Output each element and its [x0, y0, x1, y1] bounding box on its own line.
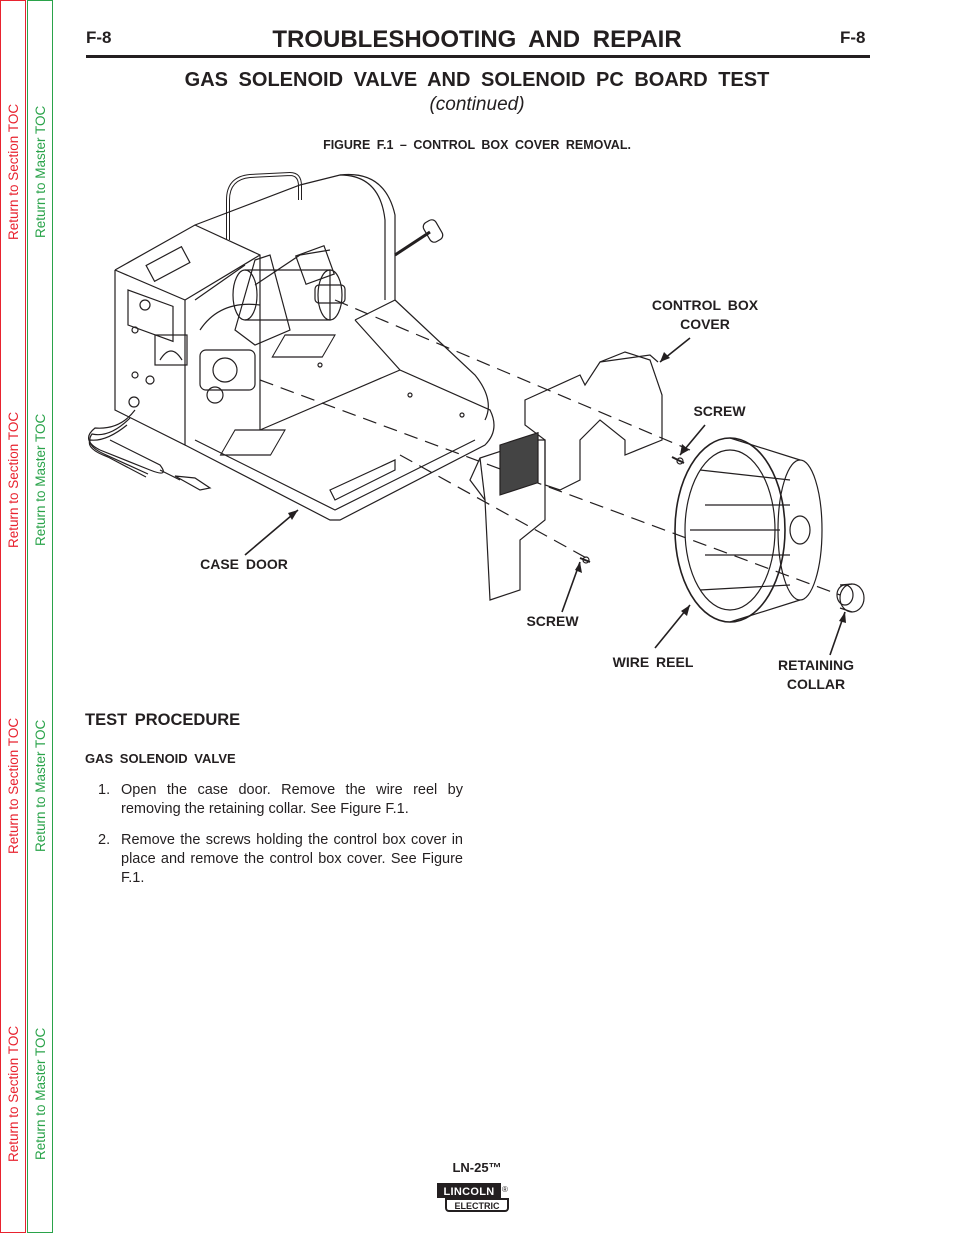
screw-label: SCREW — [526, 613, 579, 629]
step-text: Remove the screws holding the control box cover in place and remove the control box cover. See Figure F.1. — [121, 832, 463, 886]
logo-top-text: LINCOLN — [437, 1183, 501, 1198]
logo-bottom-text: ELECTRIC — [445, 1198, 509, 1212]
wire-reel-label: WIRE REEL — [612, 654, 694, 670]
page-number-right: F-8 — [840, 28, 866, 47]
page-number-left: F-8 — [86, 28, 112, 47]
return-to-master-toc-link[interactable]: Return to Master TOC — [33, 1027, 48, 1160]
procedure-step — [98, 831, 463, 888]
continued-label: (continued) — [429, 94, 525, 115]
header-rule — [86, 55, 870, 58]
return-to-section-toc-link[interactable]: Return to Section TOC — [6, 411, 21, 548]
retaining-collar-label: RETAINING COLLAR — [778, 657, 854, 692]
step-text: Open the case door. Remove the wire reel by removing the retaining collar. See Figure F.1. — [121, 782, 463, 817]
control-box-cover-removal-figure — [80, 160, 880, 700]
return-to-master-toc-link[interactable]: Return to Master TOC — [33, 719, 48, 852]
return-to-section-toc-link[interactable]: Return to Section TOC — [6, 717, 21, 854]
return-to-master-toc-link[interactable]: Return to Master TOC — [33, 105, 48, 238]
procedure-step — [98, 781, 463, 819]
test-procedure-heading: TEST PROCEDURE — [85, 711, 241, 729]
case-door-label: CASE DOOR — [200, 556, 288, 572]
return-to-master-toc-link[interactable]: Return to Master TOC — [33, 413, 48, 546]
page-title: TROUBLESHOOTING AND REPAIR — [272, 26, 682, 53]
screw-label: SCREW — [693, 403, 746, 419]
control-box-cover-label: CONTROL BOX COVER — [651, 297, 759, 332]
return-to-section-toc-link[interactable]: Return to Section TOC — [6, 1025, 21, 1162]
step-number: 2. — [98, 832, 111, 848]
gas-solenoid-valve-heading: GAS SOLENOID VALVE — [85, 751, 236, 766]
return-to-section-toc-link[interactable]: Return to Section TOC — [6, 103, 21, 240]
section-title: GAS SOLENOID VALVE AND SOLENOID PC BOARD TEST — [184, 69, 770, 91]
registered-mark: ® — [502, 1185, 508, 1194]
step-number: 1. — [98, 782, 111, 798]
lincoln-electric-logo — [437, 1183, 511, 1215]
figure-caption: FIGURE F.1 – CONTROL BOX COVER REMOVAL. — [323, 138, 631, 152]
model-name: LN-25™ — [452, 1160, 502, 1175]
